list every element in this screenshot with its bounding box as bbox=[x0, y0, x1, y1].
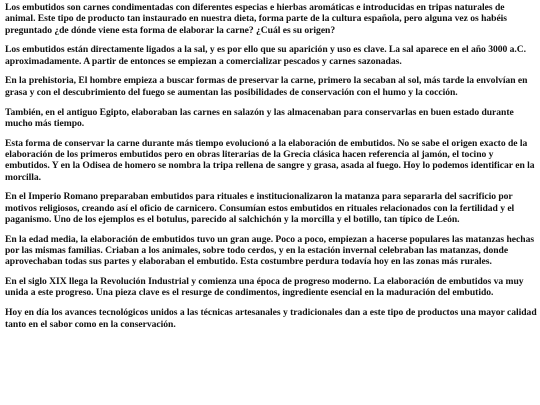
paragraph-industrial: En el siglo XIX llega la Revolución Industrial y comienza una época de progreso moderno. La elaboración de embutidos va muy unida a este progreso. Una pieza clave es el resurge de condimentos, ingrediente esencial en la maduración del embutido. bbox=[5, 276, 524, 299]
paragraph-egypt: También, en el antiguo Egipto, elaboraban las carnes en salazón y las almacenaban para conservarlas en buen estado durante mucho más tiempo. bbox=[5, 106, 514, 129]
paragraph-intro: Los embutidos son carnes condimentadas con diferentes especias e hierbas aromáticas e introducidas en tripas naturales de animal. Este tipo de producto tan instaurado en nuestra dieta, forma parte de la cultura española, pero alguna vez os habéis preguntado ¿de dónde viene esta forma de elaborar la carne? ¿Cuál es su origen? bbox=[5, 2, 508, 36]
paragraph-middle-ages: En la edad media, la elaboración de embutidos tuvo un gran auge. Poco a poco, empiezan a hacerse populares las matanzas hechas por las mismas familias. Criaban a los animales, sobre todo cerdos, y en la estación invernal celebraban las matanzas, donde aprovechaban todas sus partes y elaboraban el embutido. Esta costumbre perdura todavía hoy en las zonas más rurales. bbox=[5, 233, 535, 268]
paragraph-salt: Los embutidos están directamente ligados a la sal, y es por ello que su aparición y uso es clave. La sal aparece en el año 3000 a.C. aproximadamente. A partir de entonces se empiezan a comercializar pescados y carnes sazonadas. bbox=[5, 44, 527, 67]
paragraph-origin: Esta forma de conservar la carne durante más tiempo evolucionó a la elaboración de embutidos. No se sabe el origen exacto de la elaboración de los primeros embutidos pero en obras literarias de la Grecia clásica hacen referencia al jamón, el tocino y embutidos. Y en la Odisea de homero se nombra la tripa rellena de sangre y grasa, asada al fuego. Hoy lo podemos identificar en la morcilla. bbox=[5, 137, 535, 183]
paragraph-rome: En el Imperio Romano preparaban embutidos para rituales e institucionalizaron la matanza para separarla del sacrificio por motivos religiosos, creando así el oficio de carnicero. Consumían estos embutidos en rituales relacionados con la fertilidad y el paganismo. Uno de los ejemplos es el botulus, parecido al salchichón y la morcilla y el botillo, tan típico de León. bbox=[5, 191, 515, 225]
paragraph-today: Hoy en día los avances tecnológicos unidos a las técnicas artesanales y tradicionales dan a este tipo de productos una mayor calidad tanto en el sabor como en la conservación. bbox=[5, 307, 537, 330]
document-body bbox=[5, 2, 537, 338]
paragraph-prehistory: En la prehistoria, El hombre empieza a buscar formas de preservar la carne, primero la secaban al sol, más tarde la envolvían en grasa y con el descubrimiento del fuego se aumentan las posibilidades de conservación con el humo y la cocción. bbox=[5, 75, 528, 98]
